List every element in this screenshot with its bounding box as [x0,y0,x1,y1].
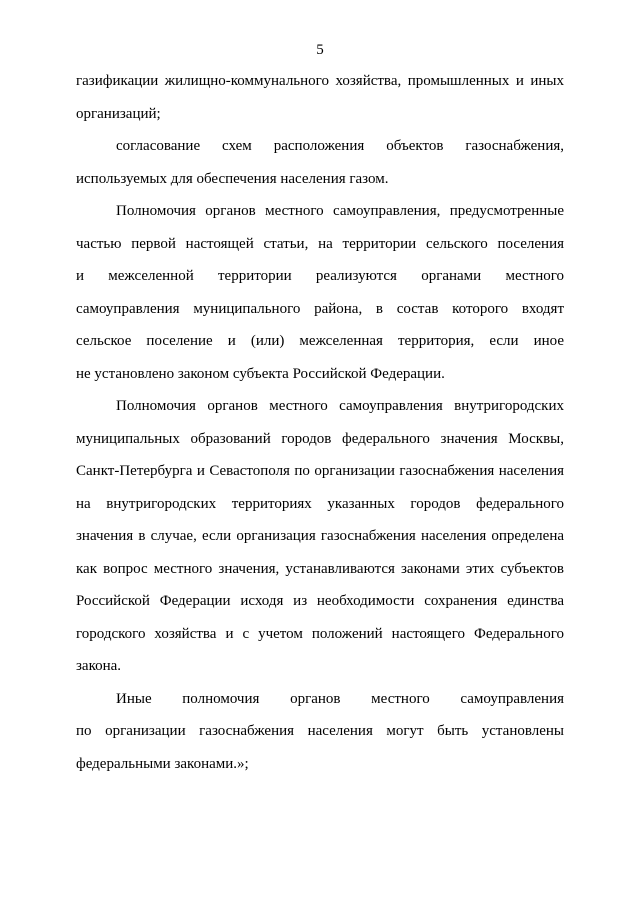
text-line: используемых для обеспечения населения газом. [76,170,389,187]
text-line: газификации жилищно-коммунального хозяйства, промышленных и иных [76,73,564,89]
text-line: муниципальных образований городов федерального значения Москвы, [76,430,564,447]
text-line: значения в случае, если организация газоснабжения населения определена [76,528,564,544]
text-line: и межселенной территории реализуются органами местного [76,268,564,284]
text-line: Полномочия органов местного самоуправления, предусмотренные [116,203,564,219]
text-line: согласование схем расположения объектов газоснабжения, [116,138,564,154]
page-number: 5 [316,42,324,58]
text-line: федеральными законами.»; [76,755,249,772]
text-line: Российской Федерации исходя из необходимости сохранения единства [76,593,564,609]
text-line: не установлено законом субъекта Российской Федерации. [76,365,445,382]
text-line: как вопрос местного значения, устанавливаются законами этих субъектов [76,560,564,577]
text-line: Санкт-Петербурга и Севастополя по организации газоснабжения населения [76,463,564,479]
text-line: городского хозяйства и с учетом положений настоящего Федерального [76,625,564,642]
paragraph [76,688,564,786]
paragraph [76,135,564,200]
paragraph [76,200,564,395]
paragraph [76,395,564,688]
text-line: сельское поселение и (или) межселенная территория, если иное [76,333,564,349]
text-line: закона. [76,658,122,674]
text-line: Иные полномочия органов местного самоуправления [116,690,564,707]
text-line: Полномочия органов местного самоуправления внутригородских [116,398,564,414]
text-line: частью первой настоящей статьи, на территории сельского поселения [76,235,564,252]
document-body [76,70,564,785]
text-line: организаций; [76,105,161,122]
paragraph [76,70,564,135]
text-line: по организации газоснабжения населения могут быть установлены [76,723,564,739]
text-line: на внутригородских территориях указанных городов федерального [76,495,564,512]
text-line: самоуправления муниципального района, в состав которого входят [76,300,564,317]
